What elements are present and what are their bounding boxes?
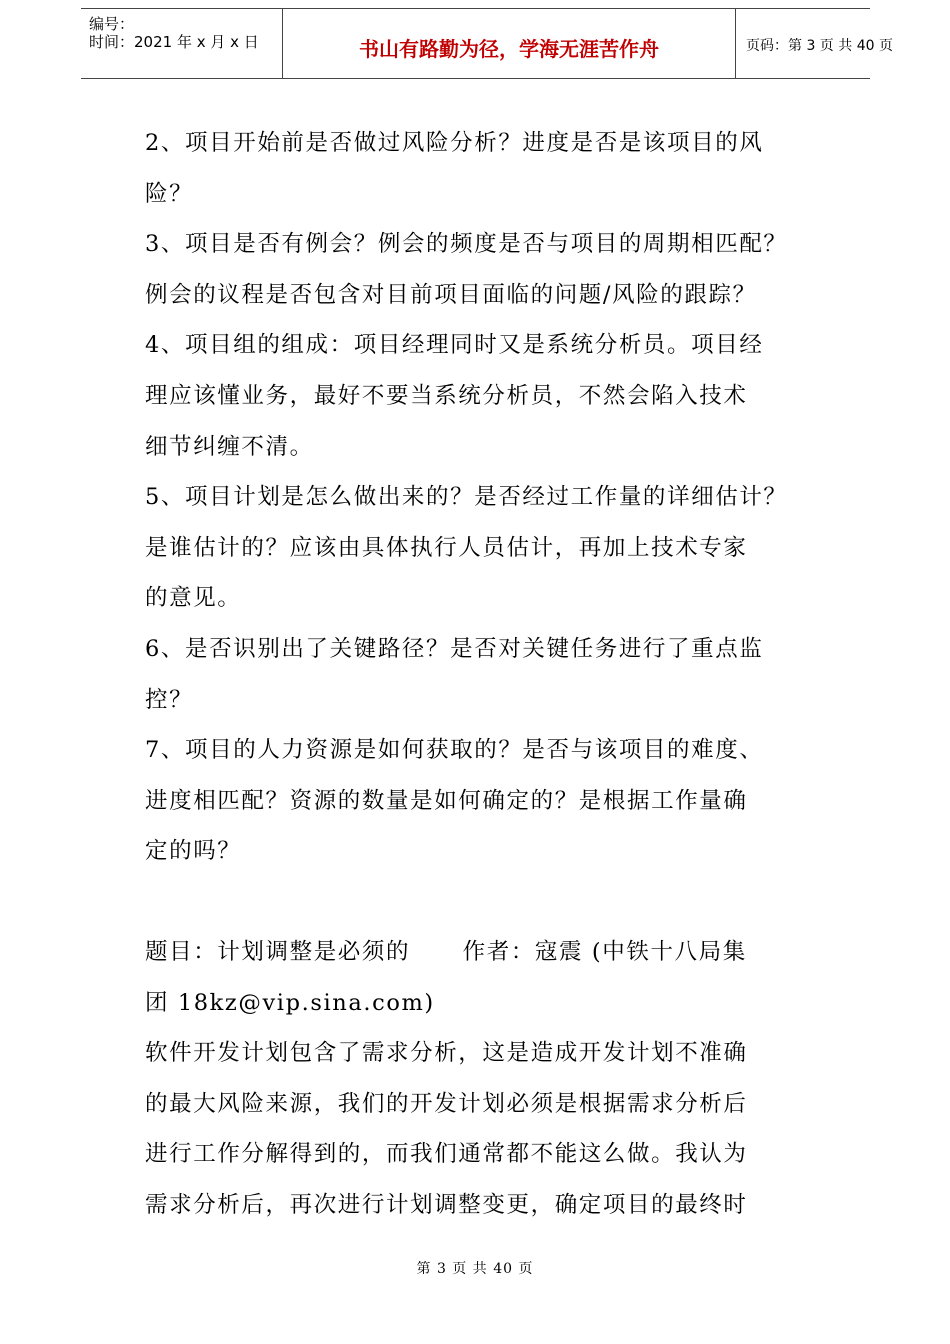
document-date-label: 时间：2021 年 x 月 x 日 <box>89 33 259 51</box>
body-line: 的最大风险来源，我们的开发计划必须是根据需求分析后 <box>145 1090 748 1117</box>
page-footer: 第 3 页 共 40 页 <box>416 1261 534 1277</box>
header-motto: 书山有路勤为径，学海无涯苦作舟 <box>359 37 659 61</box>
header-motto-cell <box>283 9 736 78</box>
body-line: 3、项目是否有例会？例会的频度是否与项目的周期相匹配？ <box>145 231 788 258</box>
body-line: 定的吗？ <box>145 838 242 865</box>
article-author-line: 团 18kz@vip.sina.com) <box>145 989 435 1016</box>
body-line: 5、项目计划是怎么做出来的？是否经过工作量的详细估计？ <box>145 484 788 511</box>
page-header <box>81 8 893 79</box>
header-page-number: 页码：第 3 页 共 40 页 <box>746 38 893 54</box>
body-line: 软件开发计划包含了需求分析，这是造成开发计划不准确 <box>145 1040 748 1067</box>
body-line: 的意见。 <box>145 585 242 612</box>
header-info-cell <box>81 9 283 78</box>
body-line: 2、项目开始前是否做过风险分析？进度是否是该项目的风 <box>145 130 764 156</box>
body-line: 细节纠缠不清。 <box>145 433 314 460</box>
paragraph-gap <box>145 877 825 927</box>
body-line: 控？ <box>145 686 194 713</box>
body-line: 4、项目组的组成：项目经理同时又是系统分析员。项目经 <box>145 332 764 359</box>
body-line: 例会的议程是否包含对目前项目面临的问题/风险的跟踪？ <box>145 281 757 308</box>
document-number-label: 编号： <box>89 15 135 33</box>
body-line: 理应该懂业务，最好不要当系统分析员，不然会陷入技术 <box>145 382 748 409</box>
body-line: 7、项目的人力资源是如何获取的？是否与该项目的难度、 <box>145 737 764 764</box>
document-body <box>145 118 825 1230</box>
body-line: 6、是否识别出了关键路径？是否对关键任务进行了重点监 <box>145 635 764 662</box>
article-title-line: 题目：计划调整是必须的 作者：寇震 (中铁十八局集 <box>145 938 747 965</box>
header-page-cell <box>736 9 893 78</box>
body-line: 是谁估计的？应该由具体执行人员估计，再加上技术专家 <box>145 534 748 561</box>
body-line: 进度相匹配？资源的数量是如何确定的？是根据工作量确 <box>145 787 748 814</box>
body-line: 险？ <box>145 180 194 207</box>
body-line: 需求分析后，再次进行计划调整变更，确定项目的最终时 <box>145 1191 748 1218</box>
body-line: 进行工作分解得到的，而我们通常都不能这么做。我认为 <box>145 1141 748 1168</box>
